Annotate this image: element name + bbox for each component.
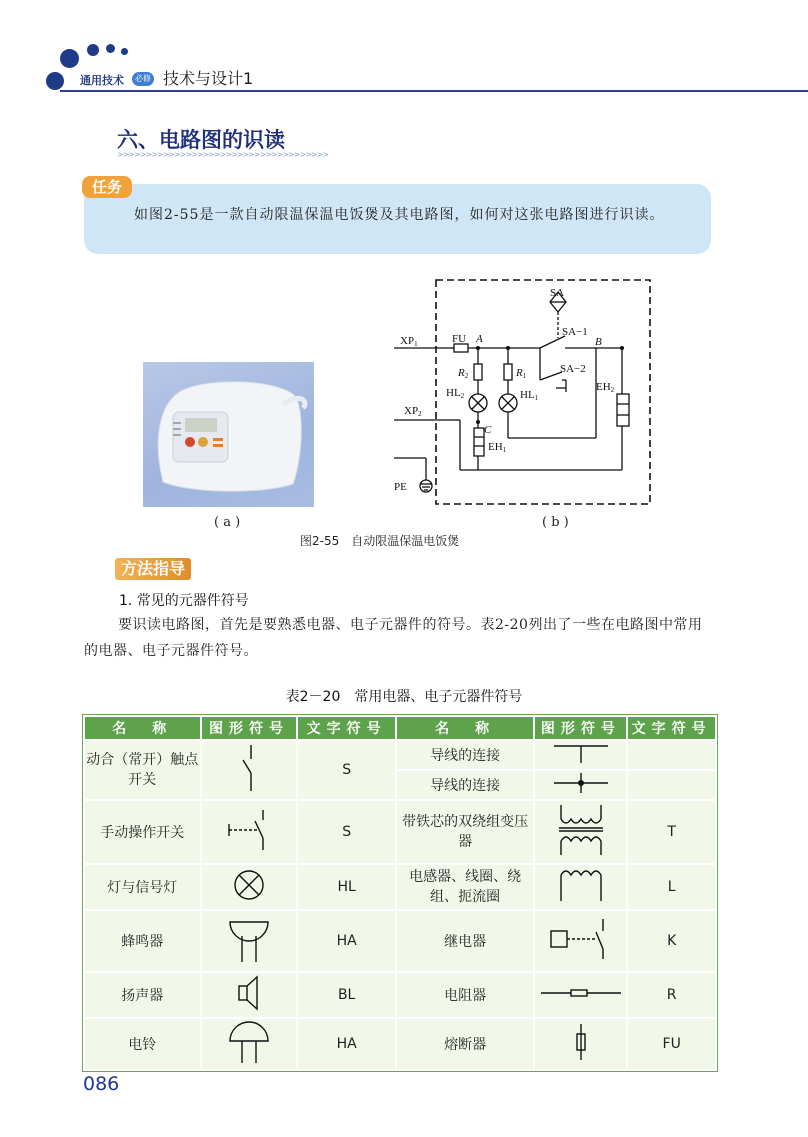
cell-name: 电阻器	[396, 972, 534, 1018]
label-hl1: HL1	[520, 389, 539, 402]
transformer-icon	[551, 801, 611, 859]
method-tag: 方法指导	[115, 558, 191, 580]
wire-cross-junction-icon	[546, 771, 616, 795]
header-name-left: 名 称	[84, 716, 201, 740]
table-row	[84, 910, 716, 972]
cell-symbol	[534, 1018, 627, 1070]
table-header-row	[84, 716, 716, 740]
task-text: 如图2-55是一款自动限温保温电饭煲及其电路图，如何对这张电路图进行识读。	[134, 207, 665, 223]
header-name-right: 名 称	[396, 716, 534, 740]
label-b: B	[595, 336, 602, 348]
cell-code: R	[627, 972, 716, 1018]
cell-symbol	[201, 910, 298, 972]
subsection-title: 1. 常见的元器件符号	[119, 593, 249, 609]
label-eh1: EH1	[488, 441, 507, 454]
bell-icon	[224, 1019, 274, 1065]
rice-cooker-photo	[143, 362, 314, 507]
cell-name: 继电器	[396, 910, 534, 972]
task-tag: 任务	[82, 176, 132, 198]
figure-caption-b: ( b )	[542, 515, 569, 530]
cell-code: BL	[297, 972, 396, 1018]
cell-code: S	[297, 800, 396, 864]
method-paragraph: 要识读电路图，首先是要熟悉电器、电子元器件的符号。表2-20列出了一些在电路图中常用的电器、电子元器件符号。	[84, 617, 703, 659]
figure-caption-a: ( a )	[214, 515, 241, 530]
cell-code	[627, 770, 716, 800]
header-rule	[60, 90, 808, 92]
cell-symbol	[201, 972, 298, 1018]
label-sa1: SA−1	[562, 326, 588, 338]
table-row	[84, 800, 716, 864]
manual-switch-icon	[219, 808, 279, 852]
header-dot-corner	[46, 72, 64, 90]
table-row	[84, 740, 716, 770]
label-a: A	[476, 333, 483, 345]
label-xp2: XP2	[404, 405, 422, 418]
cell-symbol	[534, 770, 627, 800]
cell-code: FU	[627, 1018, 716, 1070]
label-sa: SA	[550, 287, 565, 299]
fuse-icon	[571, 1022, 591, 1062]
cell-symbol	[201, 1018, 298, 1070]
label-r1: R1	[516, 367, 527, 380]
header-title: 技术与设计1	[163, 69, 254, 88]
cell-code: HA	[297, 910, 396, 972]
switch-no-icon	[229, 743, 269, 793]
cell-symbol	[201, 864, 298, 910]
cell-name: 蜂鸣器	[84, 910, 201, 972]
cell-code: HL	[297, 864, 396, 910]
cell-symbol	[534, 740, 627, 770]
label-hl2: HL2	[446, 387, 465, 400]
header-badge: 必修	[132, 72, 154, 86]
cell-name: 手动操作开关	[84, 800, 201, 864]
cell-code: HA	[297, 1018, 396, 1070]
label-c: C	[484, 424, 492, 436]
header-symbol-right: 图形符号	[534, 716, 627, 740]
cell-symbol	[534, 972, 627, 1018]
figure-caption: 图2-55 自动限温保温电饭煲	[300, 534, 460, 548]
cell-name: 导线的连接	[396, 740, 534, 770]
table-caption: 表2－20 常用电器、电子元器件符号	[285, 689, 523, 705]
section-title-underline: >>>>>>>>>>>>>>>>>>>>>>>>>>>>>>>>>>>>>	[117, 150, 329, 159]
header-dot-tiny	[121, 48, 128, 55]
cell-code: L	[627, 864, 716, 910]
label-sa2: SA−2	[560, 363, 586, 375]
cell-symbol	[201, 800, 298, 864]
label-xp1: XP1	[400, 335, 418, 348]
header-dot-large	[60, 49, 79, 68]
header-book-name: 通用技术	[80, 74, 124, 87]
lamp-icon	[231, 867, 267, 903]
label-eh2: EH2	[596, 381, 615, 394]
cell-symbol	[201, 740, 298, 800]
cell-name: 熔断器	[396, 1018, 534, 1070]
cell-code: K	[627, 910, 716, 972]
header-dot-medium	[87, 44, 99, 56]
inductor-icon	[551, 865, 611, 905]
wire-t-junction-icon	[546, 741, 616, 765]
cell-code	[627, 740, 716, 770]
cell-symbol	[534, 864, 627, 910]
cell-symbol	[534, 800, 627, 864]
cell-name: 动合（常开）触点开关	[84, 740, 201, 800]
table-row	[84, 972, 716, 1018]
speaker-icon	[229, 973, 269, 1013]
cell-name: 灯与信号灯	[84, 864, 201, 910]
label-r2: R2	[458, 367, 469, 380]
header-code-left: 文字符号	[297, 716, 396, 740]
page-number: 086	[83, 1073, 120, 1095]
circuit-diagram	[380, 272, 680, 512]
cell-symbol	[534, 910, 627, 972]
label-fu: FU	[452, 333, 467, 345]
cell-name: 扬声器	[84, 972, 201, 1018]
cell-code: S	[297, 740, 396, 800]
rice-cooker-illustration	[143, 362, 314, 507]
cell-name: 导线的连接	[396, 770, 534, 800]
relay-icon	[545, 917, 617, 961]
header-code-right: 文字符号	[627, 716, 716, 740]
section-title: 六、电路图的识读	[117, 128, 285, 152]
header-dot-small	[106, 44, 115, 53]
resistor-icon	[539, 983, 623, 1003]
label-pe: PE	[394, 481, 407, 493]
cell-code: T	[627, 800, 716, 864]
table-row	[84, 1018, 716, 1070]
symbol-table	[83, 715, 717, 1071]
table-row	[84, 864, 716, 910]
buzzer-icon	[224, 914, 274, 964]
header-symbol-left: 图形符号	[201, 716, 298, 740]
cell-name: 电感器、线圈、绕组、扼流圈	[396, 864, 534, 910]
cell-name: 电铃	[84, 1018, 201, 1070]
cell-name: 带铁芯的双绕组变压器	[396, 800, 534, 864]
